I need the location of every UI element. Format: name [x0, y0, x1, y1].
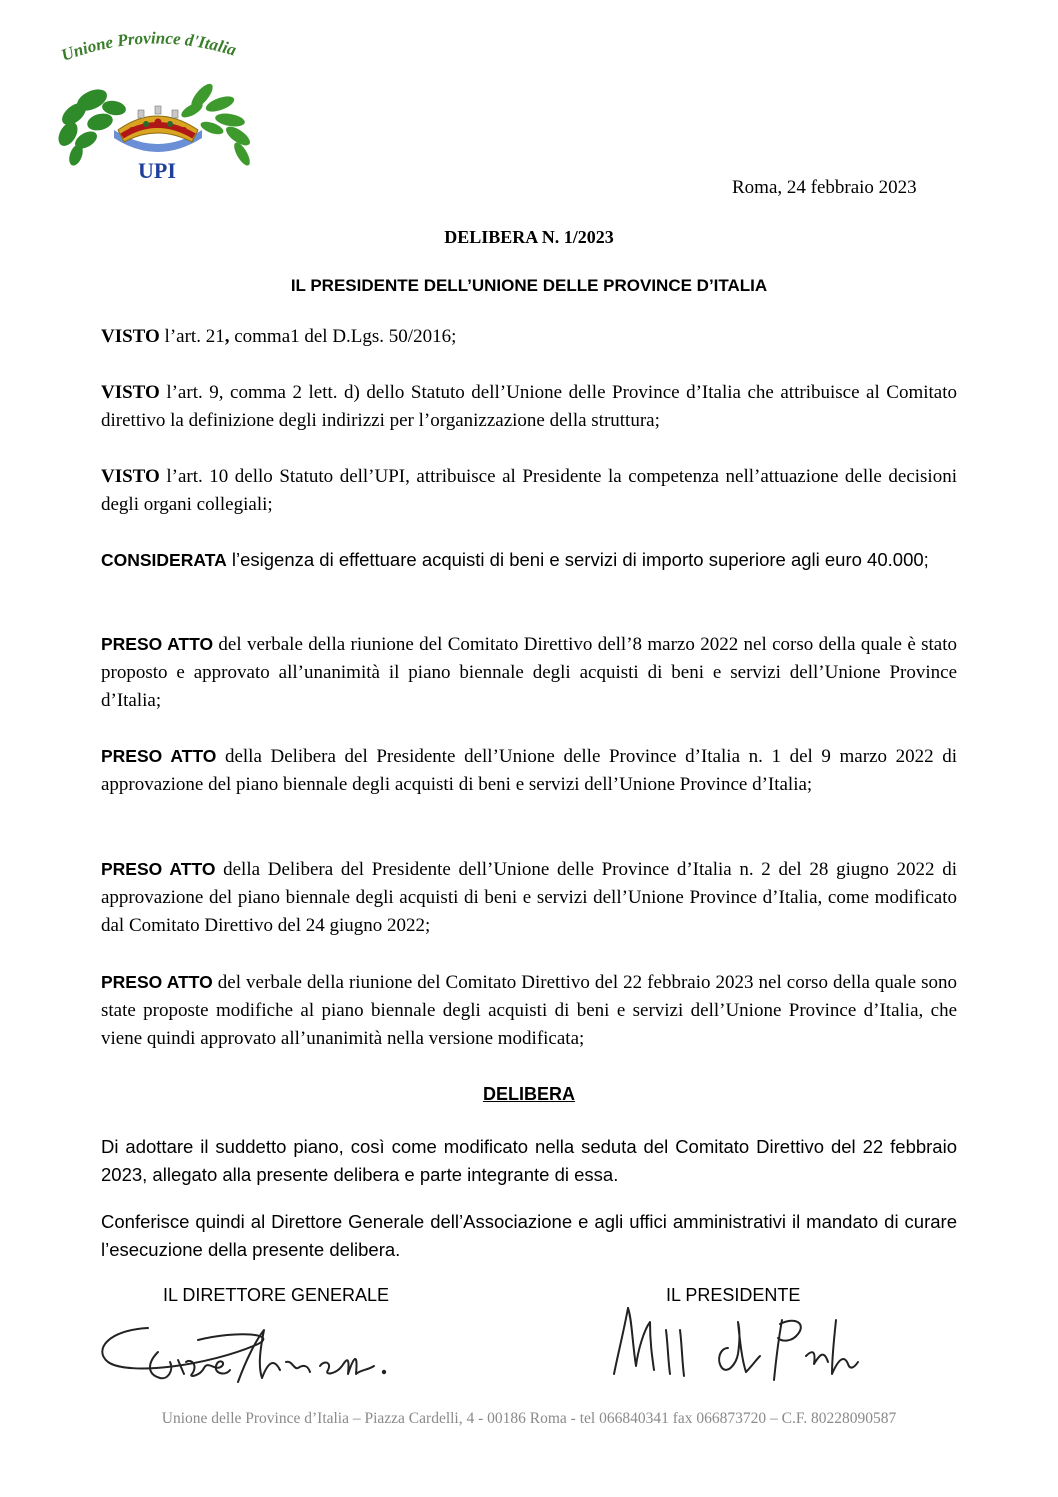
paragraph-visto-1 [101, 323, 957, 351]
paragraph-visto-2 [101, 379, 957, 435]
logo-arc-text: Unione Province d'Italia [58, 30, 239, 65]
resolution-paragraph-1: Di adottare il suddetto piano, così come modificato nella seduta del Comitato Direttivo del 22 febbraio 2023, allegato alla presente delibera e parte integrante di essa. [101, 1136, 957, 1185]
paragraph-preso-atto-4 [101, 968, 957, 1053]
president-heading: IL PRESIDENTE DELL’UNIONE DELLE PROVINCE D’ITALIA [290, 276, 768, 295]
paragraph-keyword: VISTO [101, 326, 160, 347]
paragraph-preso-atto-2 [101, 742, 957, 799]
paragraph-keyword: CONSIDERATA [101, 550, 227, 570]
paragraph-text: l’art. 21 [159, 326, 225, 347]
paragraph-visto-3 [101, 463, 957, 519]
paragraph-text-rest: comma1 del D.Lgs. 50/2016; [229, 326, 457, 347]
logo-acronym: UPI [138, 158, 176, 183]
oak-branch [55, 85, 127, 167]
paragraph-preso-atto-1 [101, 630, 957, 715]
paragraph-text: del verbale della riunione del Comitato Direttivo del 22 febbraio 2023 nel corso della quale sono state proposte modifiche al piano biennale degli acquisti di beni e servizi dell’Unione Province d’Italia, che viene quindi approvato all’unanimità nella versione modificata; [101, 972, 957, 1049]
document-date: Roma, 24 febbraio 2023 [732, 177, 917, 198]
paragraph-text: l’esigenza di effettuare acquisti di beni e servizi di importo superiore agli euro 40.000; [226, 549, 929, 570]
paragraph-text: della Delibera del Presidente dell’Unione delle Province d’Italia n. 2 del 28 giugno 2022 di approvazione del piano biennale degli acquisti di beni e servizi dell’Unione Province d’Italia, come modificato dal Comitato Direttivo del 24 giugno 2022; [101, 859, 957, 936]
paragraph-keyword: VISTO [101, 466, 160, 487]
paragraph-keyword: VISTO [101, 382, 160, 403]
paragraph-text: della Delibera del Presidente dell’Unione delle Province d’Italia n. 1 del 9 marzo 2022 di approvazione del piano biennale degli acquisti di beni e servizi dell’Unione Province d’Italia; [101, 746, 957, 795]
president-title: IL PRESIDENTE [666, 1285, 801, 1305]
upi-logo [52, 30, 262, 190]
upi-emblem-icon [52, 30, 262, 190]
paragraph-keyword: PRESO ATTO [101, 746, 217, 766]
paragraph-text: l’art. 10 dello Statuto dell’UPI, attribuisce al Presidente la competenza nell’attuazione delle decisioni degli organi collegiali; [101, 466, 957, 515]
paragraph-keyword: PRESO ATTO [101, 972, 213, 992]
director-general-signature [88, 1300, 398, 1395]
footer-address: Unione delle Province d’Italia – Piazza Cardelli, 4 - 00186 Roma - tel 066840341 fax 066873720 – C.F. 80228090587 [161, 1410, 897, 1427]
paragraph-preso-atto-3 [101, 855, 957, 940]
paragraph-text: del verbale della riunione del Comitato Direttivo dell’8 marzo 2022 nel corso della quale è stato proposto e approvato all’unanimità il piano biennale degli acquisti di beni e servizi dell’Unione Province d’Italia; [101, 634, 957, 711]
resolution-paragraph-2: Conferisce quindi al Direttore Generale dell’Associazione e agli uffici amministrativi il mandato di curare l’esecuzione della presente delibera. [101, 1211, 957, 1260]
delibera-number: DELIBERA N. 1/2023 [444, 227, 614, 247]
president-signature [606, 1290, 866, 1385]
director-general-title: IL DIRETTORE GENERALE [163, 1285, 390, 1305]
paragraph-keyword: PRESO ATTO [101, 859, 216, 879]
paragraph-considerata [101, 546, 957, 574]
paragraph-keyword: PRESO ATTO [101, 634, 214, 654]
section-title-delibera: DELIBERA [482, 1084, 575, 1104]
paragraph-comma: , [224, 326, 230, 347]
paragraph-text: l’art. 9, comma 2 lett. d) dello Statuto dell’Unione delle Province d’Italia che attribuisce al Comitato direttivo la definizione degli indirizzi per l’organizzazione della struttura; [101, 382, 957, 431]
laurel-branch [179, 81, 253, 168]
